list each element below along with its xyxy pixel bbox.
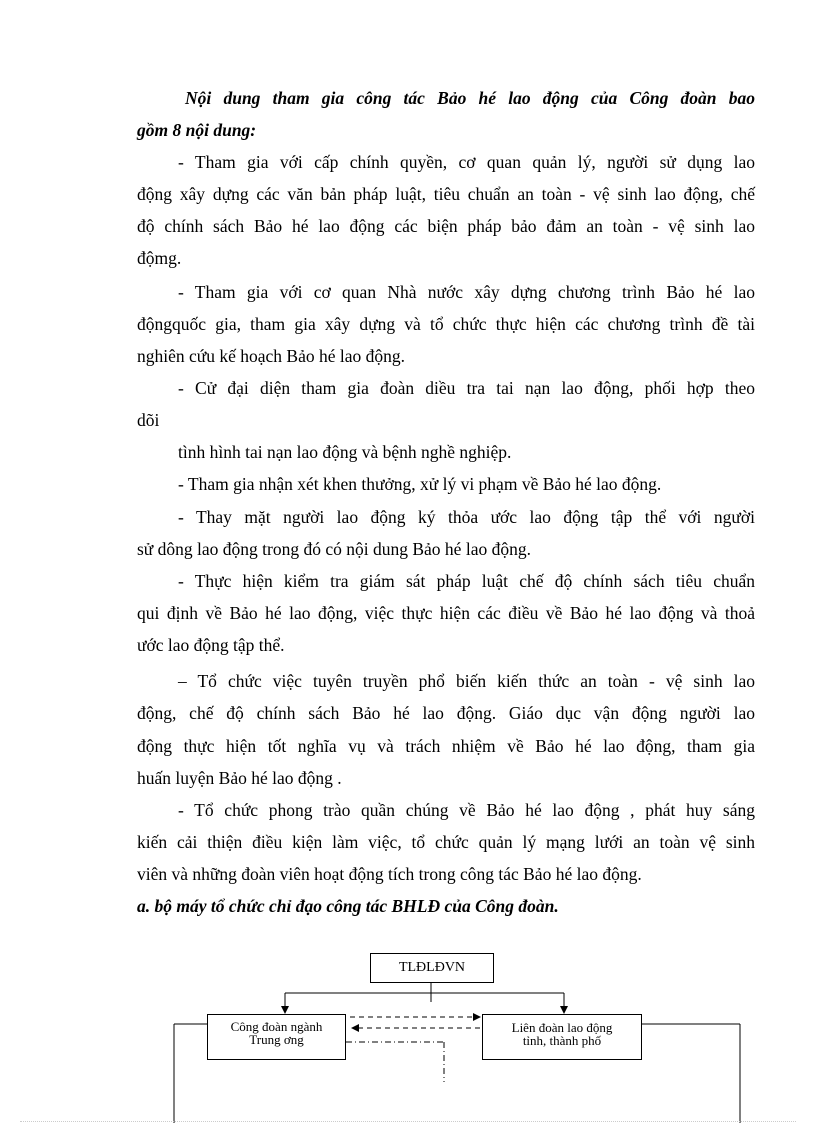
paragraph-line: qui định về Bảo hé lao động, việc thực hiện các điều về Bảo hé lao động và thoả	[137, 603, 755, 623]
heading-line-2: gồm 8 nội dung:	[137, 120, 257, 140]
org-box-label: Liên đoàn lao động	[511, 1020, 613, 1035]
heading-line-1: Nội dung tham gia công tác Bảo hé lao động của Công đoàn bao	[185, 88, 755, 108]
paragraph-line: sử dông lao động trong đó có nội dung Bảo hé lao động.	[137, 539, 531, 559]
section-title: a. bộ máy tổ chức chỉ đạo công tác BHLĐ của Công đoàn.	[137, 896, 559, 916]
paragraph-line: huấn luyện Bảo hé lao động .	[137, 768, 342, 788]
org-box-label: tỉnh, thành phố	[522, 1033, 602, 1048]
paragraph-line: - Tham gia với cấp chính quyền, cơ quan quản lý, người sử dụng lao	[178, 152, 755, 172]
paragraph-line: tình hình tai nạn lao động và bệnh nghề nghiệp.	[178, 442, 512, 462]
paragraph-line: động, chế độ chính sách Bảo hé lao động. Giáo dục vận động người lao	[137, 703, 755, 723]
paragraph-line: – Tổ chức việc tuyên truyền phổ biến kiến thức an toàn - vệ sinh lao	[178, 671, 755, 691]
paragraph-line: viên và những đoàn viên hoạt động tích trong công tác Bảo hé lao động.	[137, 864, 642, 884]
paragraph-line: ước lao động tập thể.	[137, 635, 285, 655]
paragraph-line: độmg.	[137, 248, 182, 268]
paragraph-line: - Thực hiện kiểm tra giám sát pháp luật chế độ chính sách tiêu chuẩn	[178, 571, 755, 591]
org-box-lien-doan-lao-dong	[482, 1014, 642, 1060]
paragraph-line: động thực hiện tốt nghĩa vụ và trách nhiệm về Bảo hé lao động, tham gia	[137, 736, 755, 756]
paragraph-line: - Cử đại diện tham gia đoàn diều tra tai nạn lao động, phối hợp theo	[178, 378, 755, 398]
org-box-label: Trung ơng	[249, 1032, 304, 1047]
paragraph-line: - Tham gia nhận xét khen thưởng, xử lý vi phạm về Bảo hé lao động.	[178, 474, 662, 494]
paragraph-line: động xây dựng các văn bản pháp luật, tiêu chuẩn an toàn - vệ sinh lao động, chế	[137, 184, 755, 204]
paragraph-line: nghiên cứu kế hoạch Bảo hé lao động.	[137, 346, 406, 366]
page-bottom-divider	[20, 1121, 796, 1122]
org-box-tldldvn	[370, 953, 494, 983]
org-box-cong-doan-nganh	[207, 1014, 346, 1060]
paragraph-line: độngquốc gia, tham gia xây dựng và tổ chức thực hiện các chương trình đề tài	[137, 314, 755, 334]
paragraph-line: - Tổ chức phong trào quần chúng về Bảo hé lao động , phát huy sáng	[178, 800, 755, 820]
paragraph-line: kiến cải thiện điều kiện làm việc, tổ chức quản lý mạng lưới an toàn vệ sinh	[137, 832, 755, 852]
paragraph-line: - Tham gia với cơ quan Nhà nước xây dựng chương trình Bảo hé lao	[178, 282, 755, 302]
paragraph-line: độ chính sách Bảo hé lao động các biện pháp bảo đảm an toàn - vệ sinh lao	[137, 216, 755, 236]
paragraph-line: - Thay mặt người lao động ký thỏa ước lao động tập thể với người	[178, 507, 755, 527]
paragraph-line: dõi	[137, 410, 160, 430]
org-box-label: Công đoàn ngành	[230, 1019, 323, 1034]
org-box-label: TLĐLĐVN	[398, 960, 466, 975]
